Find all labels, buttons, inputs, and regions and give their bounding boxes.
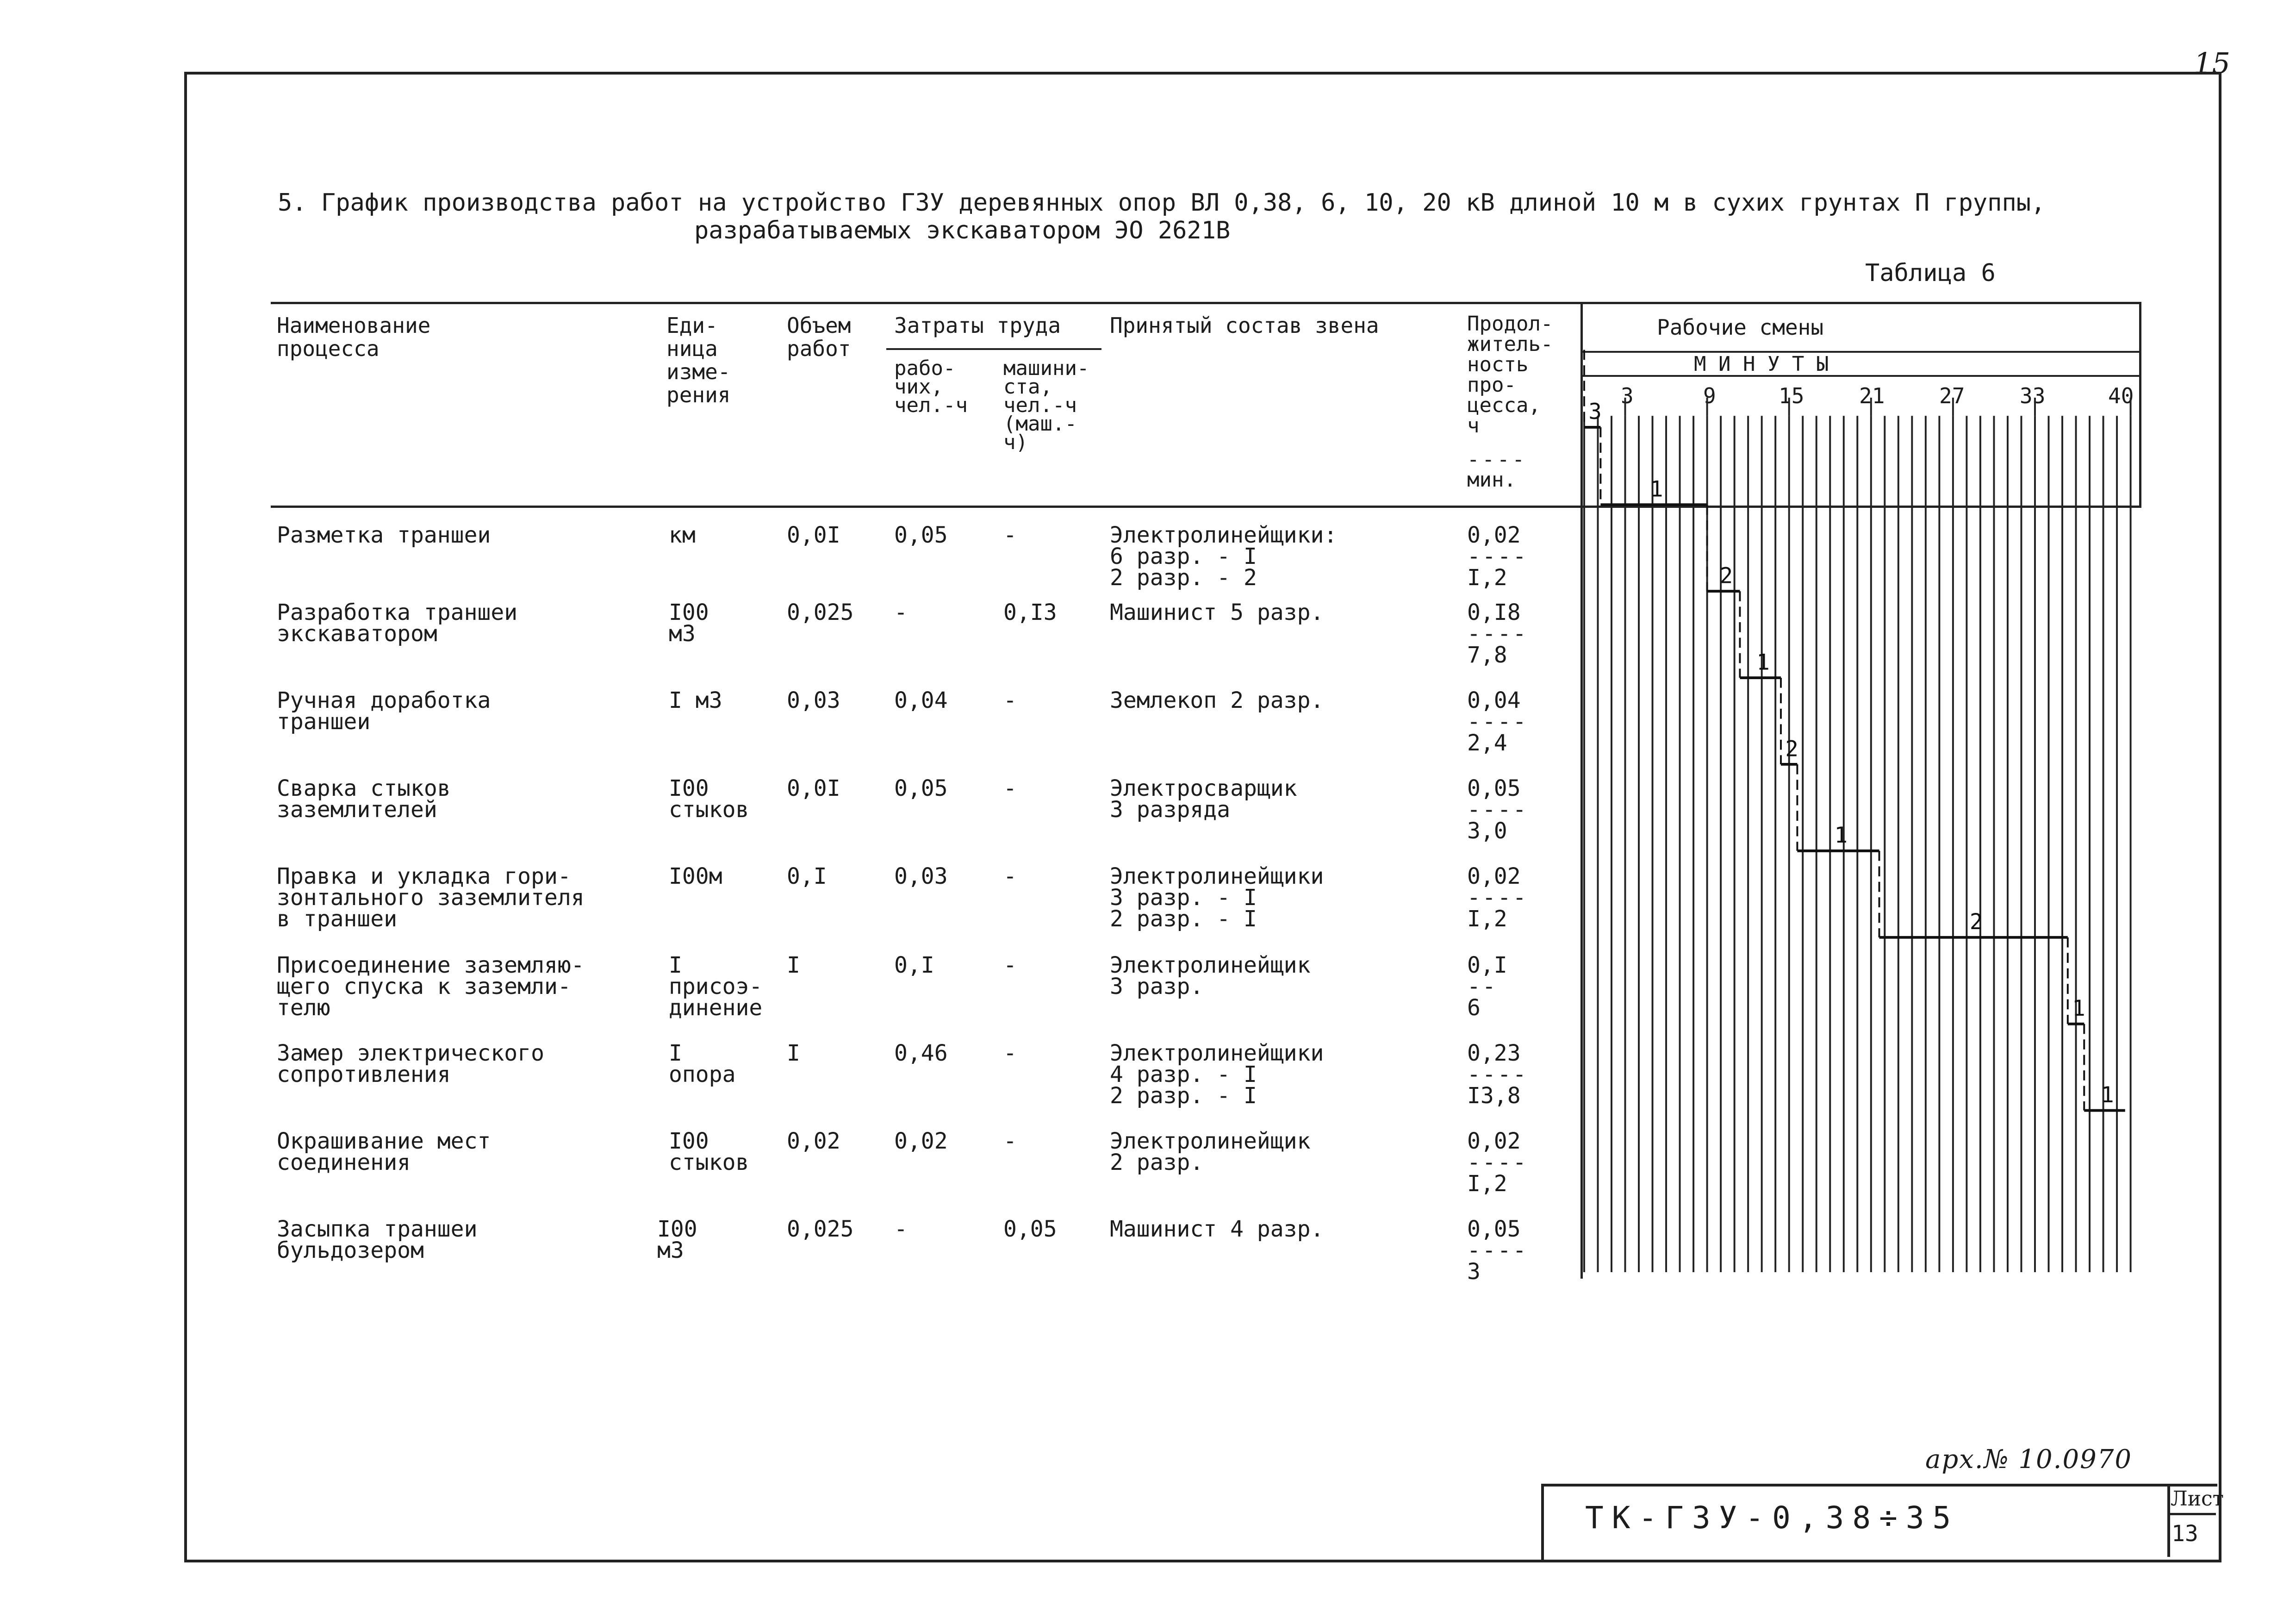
header-labor-machinists: машини- ста, чел.-ч (маш.- ч): [1003, 356, 1089, 454]
row-6-machinists: -: [1003, 952, 1017, 978]
row-1-workers: 0,05: [894, 522, 948, 548]
row-6-workers: 0,I: [894, 952, 934, 978]
row-5-machinists: -: [1003, 863, 1017, 889]
row-5-volume: 0,I: [787, 863, 827, 889]
row-3-process: Ручная доработка траншеи: [277, 687, 491, 735]
row-7-volume: I: [787, 1040, 800, 1066]
row-9-crew: Машинист 4 разр.: [1110, 1216, 1324, 1242]
gantt-worker-count: 1: [1756, 650, 1770, 675]
row-7-duration-hours: 0,23: [1467, 1040, 1521, 1066]
header-duration-dashes: ----: [1467, 448, 1527, 471]
gantt-worker-count: 2: [1719, 563, 1733, 589]
row-8-process: Окрашивание мест соединения: [277, 1128, 491, 1175]
header-minutes: М И Н У Т Ы: [1694, 352, 1829, 376]
row-6-process: Присоединение заземляю- щего спуска к заземли- телю: [277, 952, 585, 1021]
tick-label: 9: [1703, 383, 1716, 408]
table-label: Таблица 6: [1865, 259, 1996, 287]
row-6-volume: I: [787, 952, 800, 978]
page-number: 15: [2194, 46, 2230, 80]
row-1-volume: 0,0I: [787, 522, 840, 548]
gantt-worker-count: 1: [2072, 996, 2085, 1022]
header-labor-workers: рабо- чих, чел.-ч: [894, 356, 968, 417]
row-4-unit: I00 стыков: [669, 775, 749, 823]
row-8-machinists: -: [1003, 1128, 1017, 1154]
row-8-duration-hours: 0,02: [1467, 1128, 1521, 1154]
row-7-duration-minutes: I3,8: [1467, 1083, 1521, 1109]
row-3-unit: I м3: [669, 687, 722, 713]
row-9-unit: I00 м3: [657, 1216, 697, 1263]
row-3-duration-hours: 0,04: [1467, 687, 1521, 713]
row-9-duration-hours: 0,05: [1467, 1216, 1521, 1242]
row-7-duration: 0,23 ---- I3,8: [1467, 1040, 1528, 1109]
tick-label: 40: [2108, 383, 2134, 408]
row-4-duration-hours: 0,05: [1467, 775, 1521, 801]
tick-label: 21: [1859, 383, 1885, 408]
row-1-process: Разметка траншеи: [277, 522, 491, 548]
row-6-duration: 0,I -- 6: [1467, 952, 1507, 1021]
row-2-duration: 0,I8 ---- 7,8: [1467, 600, 1528, 668]
row-7-process: Замер электрического сопротивления: [277, 1040, 544, 1087]
header-labor: Затраты труда: [894, 313, 1061, 338]
header-unit: Еди- ница изме- рения: [666, 313, 731, 407]
row-1-duration-minutes: I,2: [1467, 565, 1507, 591]
row-7-machinists: -: [1003, 1040, 1017, 1066]
labor-divider-rule: [886, 348, 1101, 350]
gantt-worker-count: 2: [1969, 909, 1983, 935]
row-9-workers: -: [894, 1216, 908, 1242]
row-8-crew: Электролинейщик 2 разр.: [1110, 1128, 1311, 1175]
row-1-machinists: -: [1003, 522, 1017, 548]
sheet-box-divider: [2167, 1513, 2216, 1515]
row-8-volume: 0,02: [787, 1128, 840, 1154]
row-4-duration: 0,05 ---- 3,0: [1467, 775, 1528, 844]
title-line-1: 5. График производства работ на устройство ГЗУ деревянных опор ВЛ 0,38, 6, 10, 20 кВ длиной 10 м в сухих грунтах П группы,: [278, 189, 2046, 217]
row-4-workers: 0,05: [894, 775, 948, 801]
row-1-crew: Электролинейщики: 6 разр. - I 2 разр. - 2: [1110, 522, 1338, 591]
row-3-volume: 0,03: [787, 687, 840, 713]
row-4-volume: 0,0I: [787, 775, 840, 801]
row-1-duration-hours: 0,02: [1467, 522, 1521, 548]
row-2-crew: Машинист 5 разр.: [1110, 600, 1324, 625]
row-6-unit: I присоэ- динение: [669, 952, 763, 1021]
gantt-worker-count: 1: [2101, 1082, 2114, 1108]
row-4-process: Сварка стыков заземлителей: [277, 775, 451, 823]
row-4-machinists: -: [1003, 775, 1017, 801]
row-7-unit: I опора: [669, 1040, 736, 1087]
header-volume: Объем работ: [787, 313, 851, 361]
row-3-crew: Землекоп 2 разр.: [1110, 687, 1324, 713]
row-6-duration-hours: 0,I: [1467, 952, 1507, 978]
row-2-duration-hours: 0,I8: [1467, 600, 1521, 625]
document-title: [278, 189, 2045, 244]
row-2-duration-minutes: 7,8: [1467, 642, 1507, 668]
row-3-machinists: -: [1003, 687, 1017, 713]
tick-label: 15: [1779, 383, 1804, 408]
row-9-volume: 0,025: [787, 1216, 854, 1242]
row-8-workers: 0,02: [894, 1128, 948, 1154]
tick-label: 27: [1939, 383, 1965, 408]
row-8-duration-minutes: I,2: [1467, 1171, 1507, 1197]
gantt-worker-count: 3: [1588, 399, 1602, 425]
header-shifts: Рабочие смены: [1657, 315, 1824, 340]
row-6-duration-minutes: 6: [1467, 995, 1481, 1021]
row-9-duration-minutes: 3: [1467, 1259, 1481, 1285]
gantt-worker-count: 2: [1785, 736, 1798, 762]
row-6-crew: Электролинейщик 3 разр.: [1110, 952, 1311, 999]
row-2-machinists: 0,I3: [1003, 600, 1057, 625]
row-4-duration-minutes: 3,0: [1467, 818, 1507, 844]
row-5-workers: 0,03: [894, 863, 948, 889]
tick-label: 33: [2020, 383, 2046, 408]
archive-number: арх.№ 10.0970: [1925, 1444, 2132, 1474]
row-7-crew: Электролинейщики 4 разр. - I 2 разр. - I: [1110, 1040, 1324, 1109]
row-3-duration-minutes: 2,4: [1467, 730, 1507, 756]
row-3-duration: 0,04 ---- 2,4: [1467, 687, 1528, 756]
sheet-number: 13: [2172, 1521, 2198, 1547]
tick-label: 3: [1621, 383, 1634, 408]
row-5-crew: Электролинейщики 3 разр. - I 2 разр. - I: [1110, 863, 1324, 932]
row-8-unit: I00 стыков: [669, 1128, 749, 1175]
header-crew: Принятый состав звена: [1110, 313, 1379, 338]
header-process: Наименование процесса: [277, 313, 431, 361]
gantt-worker-count: 1: [1650, 476, 1663, 502]
row-2-volume: 0,025: [787, 600, 854, 625]
gantt-worker-count: 1: [1834, 823, 1848, 849]
row-1-unit: км: [669, 522, 696, 548]
row-9-process: Засыпка траншеи бульдозером: [277, 1216, 478, 1263]
header-duration-min: мин.: [1467, 468, 1516, 492]
row-2-workers: -: [894, 600, 908, 625]
row-3-workers: 0,04: [894, 687, 948, 713]
row-5-process: Правка и укладка гори- зонтального заземлителя в траншеи: [277, 863, 585, 932]
row-9-duration: 0,05 ---- 3: [1467, 1216, 1528, 1285]
row-1-duration: 0,02 ---- I,2: [1467, 522, 1528, 591]
row-8-duration: 0,02 ---- I,2: [1467, 1128, 1528, 1197]
row-5-duration-minutes: I,2: [1467, 906, 1507, 932]
row-7-workers: 0,46: [894, 1040, 948, 1066]
row-5-duration-hours: 0,02: [1467, 863, 1521, 889]
sheet-label: Лист: [2171, 1487, 2224, 1511]
header-duration: Продол- житель- ность про- цесса, ч: [1467, 312, 1553, 437]
title-line-2: разрабатываемых экскаватором ЭО 2621В: [694, 217, 1231, 244]
row-5-unit: I00м: [669, 863, 722, 889]
document-code: ТК-ГЗУ-0,38÷35: [1585, 1500, 1960, 1536]
row-2-process: Разработка траншеи экскаватором: [277, 600, 518, 647]
gantt-chart: [1583, 301, 2147, 1282]
row-9-machinists: 0,05: [1003, 1216, 1057, 1242]
row-4-crew: Электросварщик 3 разряда: [1110, 775, 1297, 823]
row-5-duration: 0,02 ---- I,2: [1467, 863, 1528, 932]
row-2-unit: I00 м3: [669, 600, 709, 647]
